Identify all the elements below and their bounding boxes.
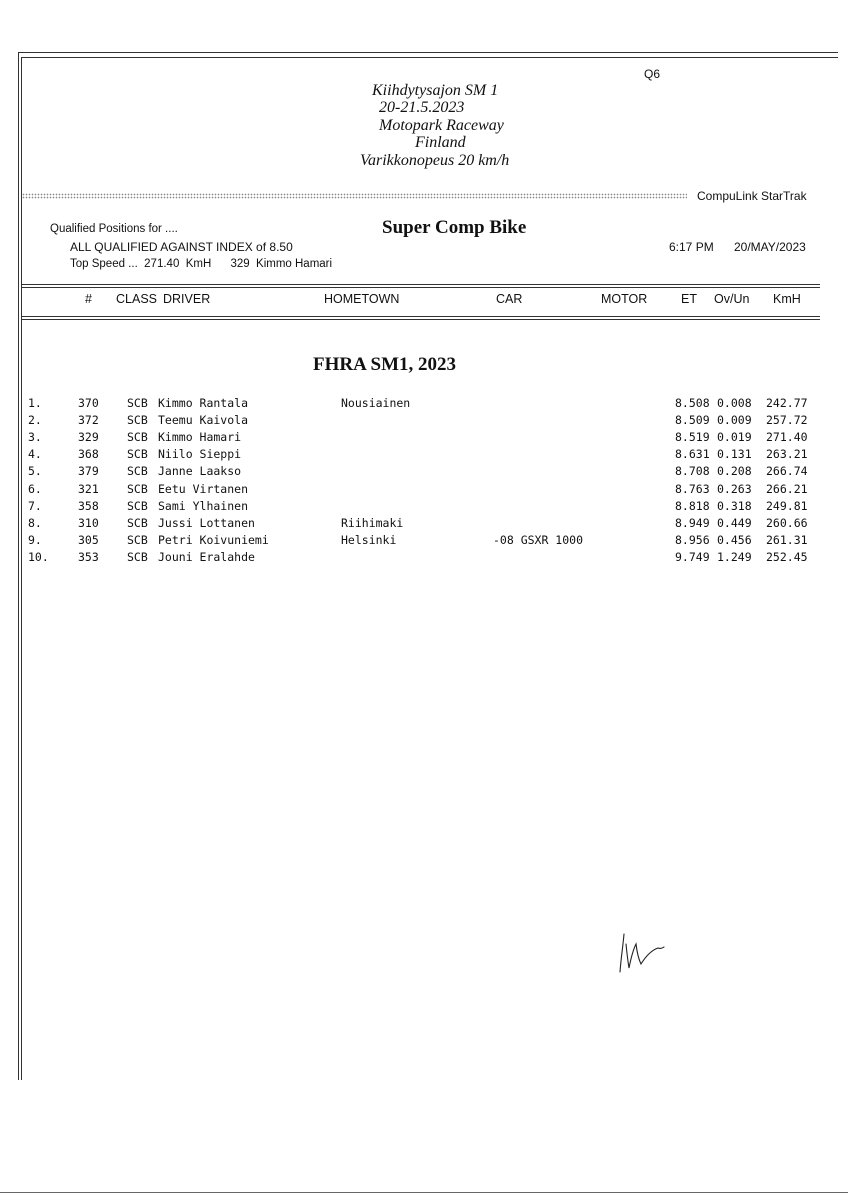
- result-num: 368: [78, 447, 99, 462]
- top-border: [18, 52, 838, 53]
- result-pos: 5.: [28, 464, 42, 479]
- result-ovun: 1.249: [717, 549, 752, 564]
- header-rule-top: [22, 284, 820, 285]
- result-pos: 2.: [28, 413, 42, 428]
- result-kmh: 249.81: [766, 498, 808, 513]
- col-kmh: KmH: [773, 292, 801, 306]
- result-et: 8.708: [675, 464, 710, 479]
- result-driver: Petri Koivuniemi: [158, 532, 269, 547]
- report-time: 6:17 PM: [669, 240, 714, 254]
- result-driver: Teemu Kaivola: [158, 413, 249, 428]
- result-ovun: 0.019: [717, 430, 752, 445]
- result-num: 379: [78, 464, 99, 479]
- result-num: 321: [78, 481, 99, 496]
- result-class: SCB: [127, 515, 148, 530]
- result-et: 9.749: [675, 549, 710, 564]
- result-class: SCB: [127, 430, 148, 445]
- result-num: 353: [78, 549, 99, 564]
- col-hometown: HOMETOWN: [324, 292, 400, 306]
- result-num: 372: [78, 413, 99, 428]
- result-class: SCB: [127, 532, 148, 547]
- event-dates: 20-21.5.2023: [379, 99, 465, 116]
- result-et: 8.956: [675, 532, 710, 547]
- result-et: 8.519: [675, 430, 710, 445]
- index-label: ALL QUALIFIED AGAINST INDEX of 8.50: [70, 240, 293, 254]
- result-kmh: 260.66: [766, 515, 808, 530]
- event-name: Kiihdytysajon SM 1: [372, 82, 499, 99]
- col-class: CLASS: [116, 292, 157, 306]
- result-num: 310: [78, 515, 99, 530]
- result-pos: 8.: [28, 515, 42, 530]
- result-kmh: 261.31: [766, 532, 808, 547]
- result-class: SCB: [127, 481, 148, 496]
- result-ovun: 0.008: [717, 396, 752, 410]
- result-kmh: 271.40: [766, 430, 808, 445]
- left-border: [18, 52, 19, 1080]
- page-bottom-line: [0, 1192, 848, 1193]
- result-ovun: 0.456: [717, 532, 752, 547]
- result-class: SCB: [127, 464, 148, 479]
- result-et: 8.818: [675, 498, 710, 513]
- result-ovun: 0.318: [717, 498, 752, 513]
- result-hometown: Riihimaki: [341, 515, 404, 530]
- series-title: FHRA SM1, 2023: [313, 354, 457, 375]
- result-pos: 3.: [28, 430, 42, 445]
- result-kmh: 263.21: [766, 447, 808, 462]
- result-car: -08 GSXR 1000: [493, 532, 584, 547]
- qualified-label: Qualified Positions for ....: [50, 223, 178, 235]
- result-ovun: 0.449: [717, 515, 752, 530]
- result-pos: 4.: [28, 447, 42, 462]
- result-driver: Jouni Eralahde: [158, 549, 255, 564]
- page-code: Q6: [644, 67, 661, 81]
- col-ovun: Ov/Un: [714, 292, 750, 306]
- col-num: #: [85, 292, 92, 306]
- header-rule-bottom-2: [22, 319, 820, 320]
- result-driver: Niilo Sieppi: [158, 447, 242, 462]
- result-et: 8.949: [675, 515, 710, 530]
- result-ovun: 0.009: [717, 413, 752, 428]
- event-pit-speed: Varikkonopeus 20 km/h: [360, 152, 510, 169]
- result-kmh: 252.45: [766, 549, 808, 564]
- dotted-separator: [22, 193, 687, 199]
- result-driver: Janne Laakso: [158, 464, 242, 479]
- result-class: SCB: [127, 396, 148, 410]
- result-num: 305: [78, 532, 99, 547]
- result-pos: 7.: [28, 498, 42, 513]
- report-date: 20/MAY/2023: [734, 240, 806, 254]
- col-et: ET: [681, 292, 697, 306]
- result-driver: Kimmo Rantala: [158, 396, 249, 410]
- result-pos: 6.: [28, 481, 42, 496]
- result-driver: Eetu Virtanen: [158, 481, 249, 496]
- result-driver: Jussi Lottanen: [158, 515, 255, 530]
- result-kmh: 242.77: [766, 396, 808, 410]
- result-driver: Kimmo Hamari: [158, 430, 242, 445]
- left-border-inner: [21, 58, 22, 1080]
- class-title: Super Comp Bike: [382, 217, 527, 238]
- result-class: SCB: [127, 413, 148, 428]
- result-pos: 9.: [28, 532, 42, 547]
- result-hometown: Nousiainen: [341, 396, 411, 410]
- result-et: 8.509: [675, 413, 710, 428]
- result-class: SCB: [127, 549, 148, 564]
- result-kmh: 266.74: [766, 464, 808, 479]
- col-driver: DRIVER: [163, 292, 211, 306]
- result-num: 329: [78, 430, 99, 445]
- result-hometown: Helsinki: [341, 532, 397, 547]
- result-ovun: 0.263: [717, 481, 752, 496]
- result-driver: Sami Ylhainen: [158, 498, 249, 513]
- result-pos: 10.: [28, 549, 49, 564]
- result-class: SCB: [127, 447, 148, 462]
- result-class: SCB: [127, 498, 148, 513]
- result-pos: 1.: [28, 396, 42, 410]
- result-num: 370: [78, 396, 99, 410]
- header-rule-bottom: [22, 316, 820, 317]
- col-motor: MOTOR: [601, 292, 648, 306]
- result-kmh: 266.21: [766, 481, 808, 496]
- result-et: 8.631: [675, 447, 710, 462]
- col-car: CAR: [496, 292, 523, 306]
- top-speed-label: Top Speed ... 271.40 KmH 329 Kimmo Hamari: [70, 258, 333, 270]
- result-et: 8.763: [675, 481, 710, 496]
- result-num: 358: [78, 498, 99, 513]
- header-rule-top-2: [22, 287, 820, 288]
- result-et: 8.508: [675, 396, 710, 410]
- event-country: Finland: [415, 134, 466, 151]
- top-border-inner: [21, 57, 838, 58]
- system-label: CompuLink StarTrak: [697, 189, 807, 203]
- result-ovun: 0.131: [717, 447, 752, 462]
- event-venue: Motopark Raceway: [379, 117, 504, 134]
- signature: [616, 928, 672, 976]
- result-kmh: 257.72: [766, 413, 808, 428]
- result-ovun: 0.208: [717, 464, 752, 479]
